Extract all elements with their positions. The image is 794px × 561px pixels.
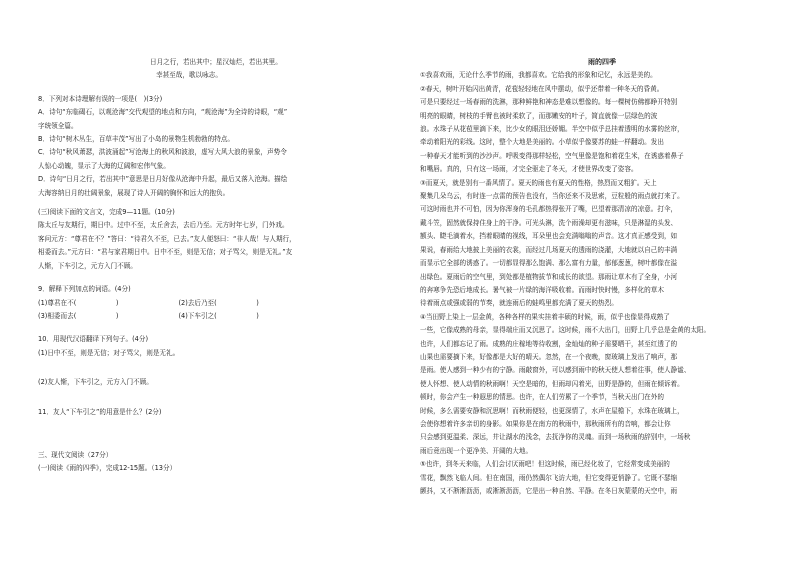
option-d-cont: 大海容纳日月的壮阔景象，展现了诗人开阔的胸怀和远大的抱负。 <box>38 188 230 197</box>
article-line: 而显示它全部的诱惑了。一切都显得那么饱满、那么富有力量，郁郁葱葱，树叶都像在溢 <box>420 259 678 268</box>
question-stem: 8．下列对本诗理解有误的一项是( )(3分) <box>38 94 163 103</box>
question-10-sentence-1: (1)日中不至，则是无信；对子骂父，则是无礼。 <box>38 348 180 357</box>
article-line: 一种春天才能听到的沙沙声。呼吸变得那样轻松，空气里像是饱和着花生米，在诱惑着鼻子 <box>420 151 684 160</box>
q9-item-3: (3)相委而去( ) <box>38 311 119 320</box>
article-title: 雨的四季 <box>588 58 616 66</box>
section-3-subheading: (一)阅读《雨的四季》，完成12-15题。（13分） <box>38 464 177 473</box>
passage-line: 陈太丘与友期行，期日中。过中不至，太丘舍去，去后乃至。元方时年七岁，门外戏。 <box>38 221 289 230</box>
article-line: 顿时，你会产生一种遐思的情思。也许，在人们劳累了一个季节，当秋天出门在外的 <box>420 393 664 402</box>
passage-line: 客问元方：“尊君在不？”答曰：“待君久不至，已去。”友人便怒曰：“非人哉！与人期行， <box>38 234 296 243</box>
article-line: 雪花，飘然飞临人间。但在南国，雨仍然偶尔飞访大地，但它变得更悄静了。它既不瑟缩 <box>420 473 678 482</box>
article-line: 戴斗笠，固然就保持住身上的干净。可光头淋，洗个雨澡却更有滋味，只是淋湿的头发、 <box>420 218 678 227</box>
option-a: A．诗句“东临碣石，以观沧海”交代观望的地点和方向，“观沧海”为全诗的诗眼，“观” <box>38 108 288 117</box>
article-line: 待着雨点或强或弱的节奏，就连雨后的蛙鸣里都充满了夏天的热烈。 <box>420 299 618 308</box>
question-11: 11．友人“下车引之”的用意是什么？(2分) <box>38 407 162 416</box>
poem-line: 日月之行，若出其中；星汉灿烂，若出其里。 <box>150 58 282 66</box>
article-line: 可是只要经过一场春雨的洗淋，那种鲜艳和神态是难以想像的。每一棵树仿佛都睁开特别 <box>420 98 678 107</box>
article-line: ②春天，树叶开始闪出黄青，花苞轻轻地在风中摆动，似乎还带着一种冬天的昏黄。 <box>420 84 664 93</box>
passage-intro: (三)阅读下面的文言文，完成9—11题。(10分) <box>38 208 175 217</box>
option-c-cont: 人惊心动魄，显示了大海的辽阔和宏伟气象。 <box>38 161 170 170</box>
article-line: 只会感到更温柔、深远，井让湖水的浅念，去抚净你的灵魂。而到一场秋雨的辞别中，一场秋 <box>420 433 691 442</box>
article-line: ③而夏天，就是别有一番风情了。夏天的雨也有夏天的性格，热烈而又粗犷。天上 <box>420 178 657 187</box>
article-line: ①我喜欢雨，无论什么季节的雨，我都喜欢。它给我的形象和记忆，永远是美的。 <box>420 71 657 80</box>
article-line: 雨后竟出现一个更净美、开阔的大地。 <box>420 446 533 455</box>
right-column <box>420 56 764 498</box>
question-9-stem: 9．解释下列加点的词语。(4分) <box>38 285 131 294</box>
question-8 <box>38 93 368 200</box>
question-10-stem: 10．用现代汉语翻译下列句子。(4分) <box>38 335 149 344</box>
article-line: 山果也需要摘下来，好像都是大好的晴天。忽然，在一个夜晚，窗玻璃上发出了响声，那 <box>420 352 678 361</box>
option-b: B．诗句“树木丛生，百草丰茂”写出了小岛的景物生机勃勃的特点。 <box>38 135 234 144</box>
article-line: 时候，多么需要安静和沉思啊！而秋雨便轻，也更深情了，水声在屋檐下，水珠在玻璃上， <box>420 406 684 415</box>
passage-line: 人惭，下车引之，元方入门不顾。 <box>38 261 137 270</box>
q9-item-4: (4)下车引之( ) <box>178 311 259 320</box>
article-line: 一些，它像成熟的母亲，显得端庄而又沉思了。这时候，雨不大出门，田野上几乎总是金黄的太阳。 <box>420 326 711 335</box>
article-line: 会使你想着许多亲切的身影。如果你是在南方的秋雨中，那秋雨所有的音响，都会让你 <box>420 419 671 428</box>
article-line: ⑤也许，到冬天来临，人们会讨厌雨吧！但这时候，雨已经化妆了，它经常变成美丽的 <box>420 460 670 469</box>
question-9-row <box>38 297 368 310</box>
q9-item-2: (2)去后乃至( ) <box>178 298 259 307</box>
section-3-heading: 三、现代文阅读（27分） <box>38 450 113 459</box>
article-line: 聚集几朵乌云，有时连一点雷的预告也没有，当你还来不及思索，豆粒般的雨点就打来了。 <box>420 192 684 201</box>
article-line: 使人怀想、使人动情的秋雨啊！天空是暗的，但雨却闪着光，田野是静的，但雨在倾诉着。 <box>420 379 684 388</box>
article-line: 出绿色。夏雨后的空气里，到处都是植物拔节和成长的欲望。那雨让草木有了全身，小河 <box>420 272 678 281</box>
classical-passage <box>38 219 368 273</box>
article-body <box>420 69 764 498</box>
article-line: 额头、睫毛滴着水，挡着眼睛的视线，耳朵里也会充满嗡嗡的声音。这才真正感受到，如 <box>420 232 678 241</box>
article-line: 是雨。使人感到一种少有的宁静。雨敲窗外，可以感到雨中的秋天使人想着往事，使人静谧、 <box>420 366 691 375</box>
article-line: 颤抖，又不淅淅沥沥，或淅淅沥沥，它是出一种自然、平静。在冬日灰蒙蒙的天空中，雨 <box>420 487 678 495</box>
article-line: ④当田野上染上一层金黄，各种各样的果实挂着丰硕的时候，雨，似乎也像显得成熟了 <box>420 312 670 321</box>
question-9-row <box>38 310 368 323</box>
question-10-sentence-2: (2)友人惭，下车引之，元方入门不顾。 <box>38 378 153 387</box>
article-line: 可这时雨也并不可怕，因为你浑身的毛孔都热得张开了嘴，巴望着那清凉的凉意。打伞， <box>420 205 678 214</box>
article-line: 果说，春雨给大地披上美丽的衣裳，而经过几场夏天的透雨的浇灌，大地就以自己的丰满 <box>420 245 678 254</box>
poem-line: 幸甚至哉，歌以咏志。 <box>156 71 222 80</box>
q9-item-1: (1)尊君在不( ) <box>38 298 119 307</box>
option-a-cont: 字统领全篇。 <box>38 121 78 130</box>
article-line: 的奔寒争先恐后地成长。暑气被一片绿的海洋吸收着。而雨时快时慢，多样化的草木 <box>420 285 664 294</box>
article-line: 浪。水珠子从花苞里滴下来，比少女的眼泪还娇媚。半空中似乎总挂着透明的水雾的丝帘， <box>420 125 684 134</box>
article-line: 牵动着阳光的彩线。这时，整个大地是美丽的。小草似乎像要苏的蛙一样翻动。发出 <box>420 138 664 147</box>
option-c: C．诗句“秋风萧瑟，洪波涌起”写沧海上的秋风和波浪，虚写大风大浪的景象，声势令 <box>38 148 287 157</box>
left-column <box>38 56 368 476</box>
article-line: 也许，人们都忘记了雨。成熟的庄稼地等待收割，金灿灿的种子需要晒干，甚至红透了的 <box>420 339 678 348</box>
article-line: 和嘴唇。真的，只有这一场雨，才完全驱走了冬天，才使世界改变了姿容。 <box>420 165 638 174</box>
option-d: D．诗句“日月之行，若出其中”意思是日月好像从沧海中升起，最后又落入沧海。描绘 <box>38 175 288 184</box>
passage-line: 相委而去。”元方曰：“君与家君期日中。日中不至，则是无信；对子骂父，则是无礼。”友 <box>38 248 293 257</box>
article-line: 明亮的眼睛，树枝的手臂也被时柔软了，而那嫩安的叶子，简直就像一层绿色的波 <box>420 111 658 120</box>
